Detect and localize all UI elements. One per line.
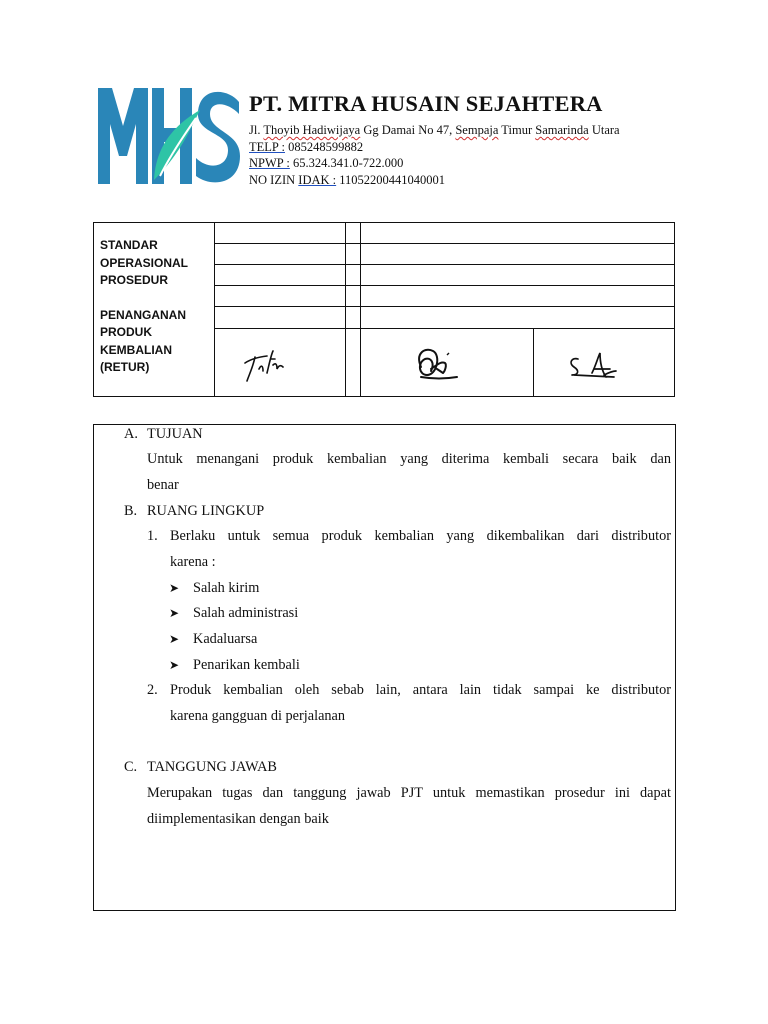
item-2-text-cont: karena gangguan di perjalanan xyxy=(170,708,346,724)
sop-cell xyxy=(214,244,345,265)
section-c-letter: C. xyxy=(124,759,138,775)
section-b-title: RUANG LINGKUP xyxy=(147,503,265,519)
company-header xyxy=(249,90,620,188)
sop-cell xyxy=(345,223,360,244)
sop-cell xyxy=(345,328,360,396)
signature-cell-3 xyxy=(534,328,675,396)
sop-cell xyxy=(360,223,674,244)
sop-content-box xyxy=(93,424,676,911)
item-1-number: 1. xyxy=(147,528,158,544)
sop-cell xyxy=(345,265,360,286)
section-a-letter: A. xyxy=(124,426,138,442)
section-b-letter: B. xyxy=(124,503,138,519)
sop-cell xyxy=(214,307,345,328)
arrowhead-bullet-icon: ➤ xyxy=(169,606,180,620)
sop-cell xyxy=(345,307,360,328)
signature-cell-1 xyxy=(214,328,345,396)
company-npwp: NPWP : 65.324.341.0-722.000 xyxy=(249,156,404,170)
item-2-number: 2. xyxy=(147,682,158,698)
signature-3 xyxy=(534,329,674,395)
item-2-text: Produk kembalian oleh sebab lain, antara lain tidak sampai ke distributor xyxy=(170,682,671,698)
bullet-item: Salah kirim xyxy=(193,580,260,596)
signature-cell-2 xyxy=(360,328,533,396)
company-name: PT. MITRA HUSAIN SEJAHTERA xyxy=(249,91,603,116)
bullet-item: Penarikan kembali xyxy=(193,657,300,673)
sop-cell xyxy=(214,265,345,286)
section-a-text-cont: benar xyxy=(147,477,179,493)
section-a-text: Untuk menangani produk kembalian yang diterima kembali secara baik dan xyxy=(147,451,671,467)
company-phone: TELP : 085248599882 xyxy=(249,139,364,154)
item-1-text: Berlaku untuk semua produk kembalian yang dikembalikan dari distributor xyxy=(170,528,671,544)
item-1-text-cont: karena : xyxy=(170,554,216,570)
signature-1 xyxy=(215,329,345,395)
company-license: NO IZIN IDAK : 11052200441040001 xyxy=(249,172,446,187)
sop-cell xyxy=(360,265,674,286)
section-c-text-cont: diimplementasikan dengan baik xyxy=(147,811,329,827)
sop-cell xyxy=(360,286,674,307)
sop-cell xyxy=(345,244,360,265)
sop-cell xyxy=(214,223,345,244)
bullet-item: Salah administrasi xyxy=(193,605,299,621)
bullet-item: Kadaluarsa xyxy=(193,631,258,647)
sop-title-cell: STANDAR OPERASIONAL PROSEDUR PENANGANAN PRODUK KEMBALIAN (RETUR) xyxy=(94,223,215,397)
sop-cell xyxy=(360,307,674,328)
section-c-text: Merupakan tugas dan tanggung jawab PJT untuk memastikan prosedur ini dapat xyxy=(147,785,671,801)
sop-cell xyxy=(345,286,360,307)
arrowhead-bullet-icon: ➤ xyxy=(169,632,180,646)
section-c-title: TANGGUNG JAWAB xyxy=(147,759,277,775)
company-address: Jl. Thoyib Hadiwijaya Gg Damai No 47, Sempaja Timur Samarinda Utara xyxy=(249,123,620,137)
sop-cell xyxy=(214,286,345,307)
arrowhead-bullet-icon: ➤ xyxy=(169,658,180,672)
sop-cell xyxy=(360,244,674,265)
sop-header-table xyxy=(93,222,675,397)
signature-2 xyxy=(361,329,533,395)
section-a-title: TUJUAN xyxy=(147,426,203,442)
company-logo xyxy=(96,84,242,188)
arrowhead-bullet-icon: ➤ xyxy=(169,581,180,595)
